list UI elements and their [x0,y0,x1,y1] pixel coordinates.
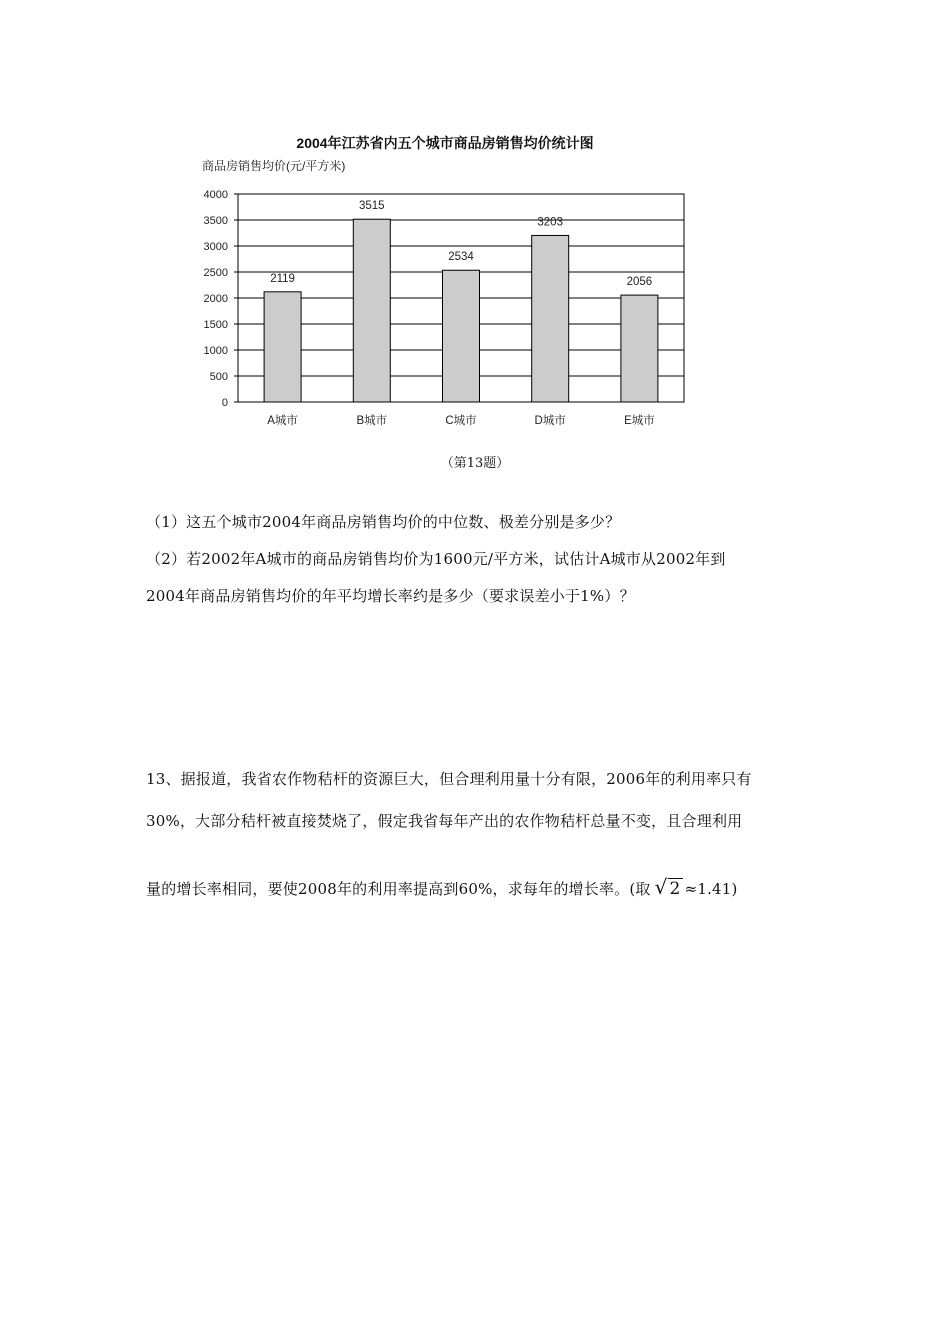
bar [443,270,480,402]
square-root-argument: 2 [669,879,681,899]
y-tick-label: 1000 [203,345,228,357]
y-tick-label: 500 [209,371,228,383]
y-tick-label: 2500 [203,267,228,279]
bar [264,292,301,402]
x-tick-label: E城市 [624,415,655,427]
bar [621,295,658,402]
plot-area [204,189,684,427]
problem-13-line-2: 30%，大部分秸杆被直接焚烧了，假定我省每年产出的农作物秸杆总量不变，且合理利用 [146,812,743,830]
chart-title: 2004年江苏省内五个城市商品房销售均价统计图 [296,135,594,151]
question-2-line-1: （2）若2002年A城市的商品房销售均价为1600元/平方米，试估计A城市从2002年到 [146,550,726,568]
problem-13-line-3 [146,875,738,899]
y-tick-label: 3500 [203,215,228,227]
figure-caption: （第13题） [440,456,510,471]
data-label: 2056 [626,276,653,289]
data-label: 3515 [359,200,385,213]
problem-13-line-3-text: 量的增长率相同，要使2008年的利用率提高到60%，求每年的增长率。(取 [146,880,651,898]
y-tick-label: 2000 [203,293,228,305]
square-root-expression: √ 2 [654,875,681,899]
data-label: 2534 [448,251,474,264]
y-tick-label: 1500 [203,319,228,331]
bar-chart [180,128,700,438]
approximation-text: ≈1.41) [684,880,738,898]
x-tick-label: B城市 [356,415,388,427]
question-1: （1）这五个城市2004年商品房销售均价的中位数、极差分别是多少？ [146,513,621,531]
x-tick-label: C城市 [445,415,477,427]
bar [353,219,390,402]
problem-13-line-1: 13、据报道，我省农作物秸杆的资源巨大，但合理利用量十分有限，2006年的利用率只有 [146,770,752,788]
data-label: 3203 [537,216,563,229]
x-tick-label: D城市 [534,415,566,427]
x-tick-label: A城市 [267,415,298,427]
y-tick-label: 0 [221,397,228,409]
question-2-line-2: 2004年商品房销售均价的年平均增长率约是多少（要求误差小于1%）？ [146,587,635,605]
y-tick-label: 4000 [203,189,228,201]
y-tick-label: 3000 [203,241,228,253]
y-axis-label: 商品房销售均价(元/平方米) [202,159,346,173]
bar [532,235,569,402]
data-label: 2119 [270,272,295,285]
